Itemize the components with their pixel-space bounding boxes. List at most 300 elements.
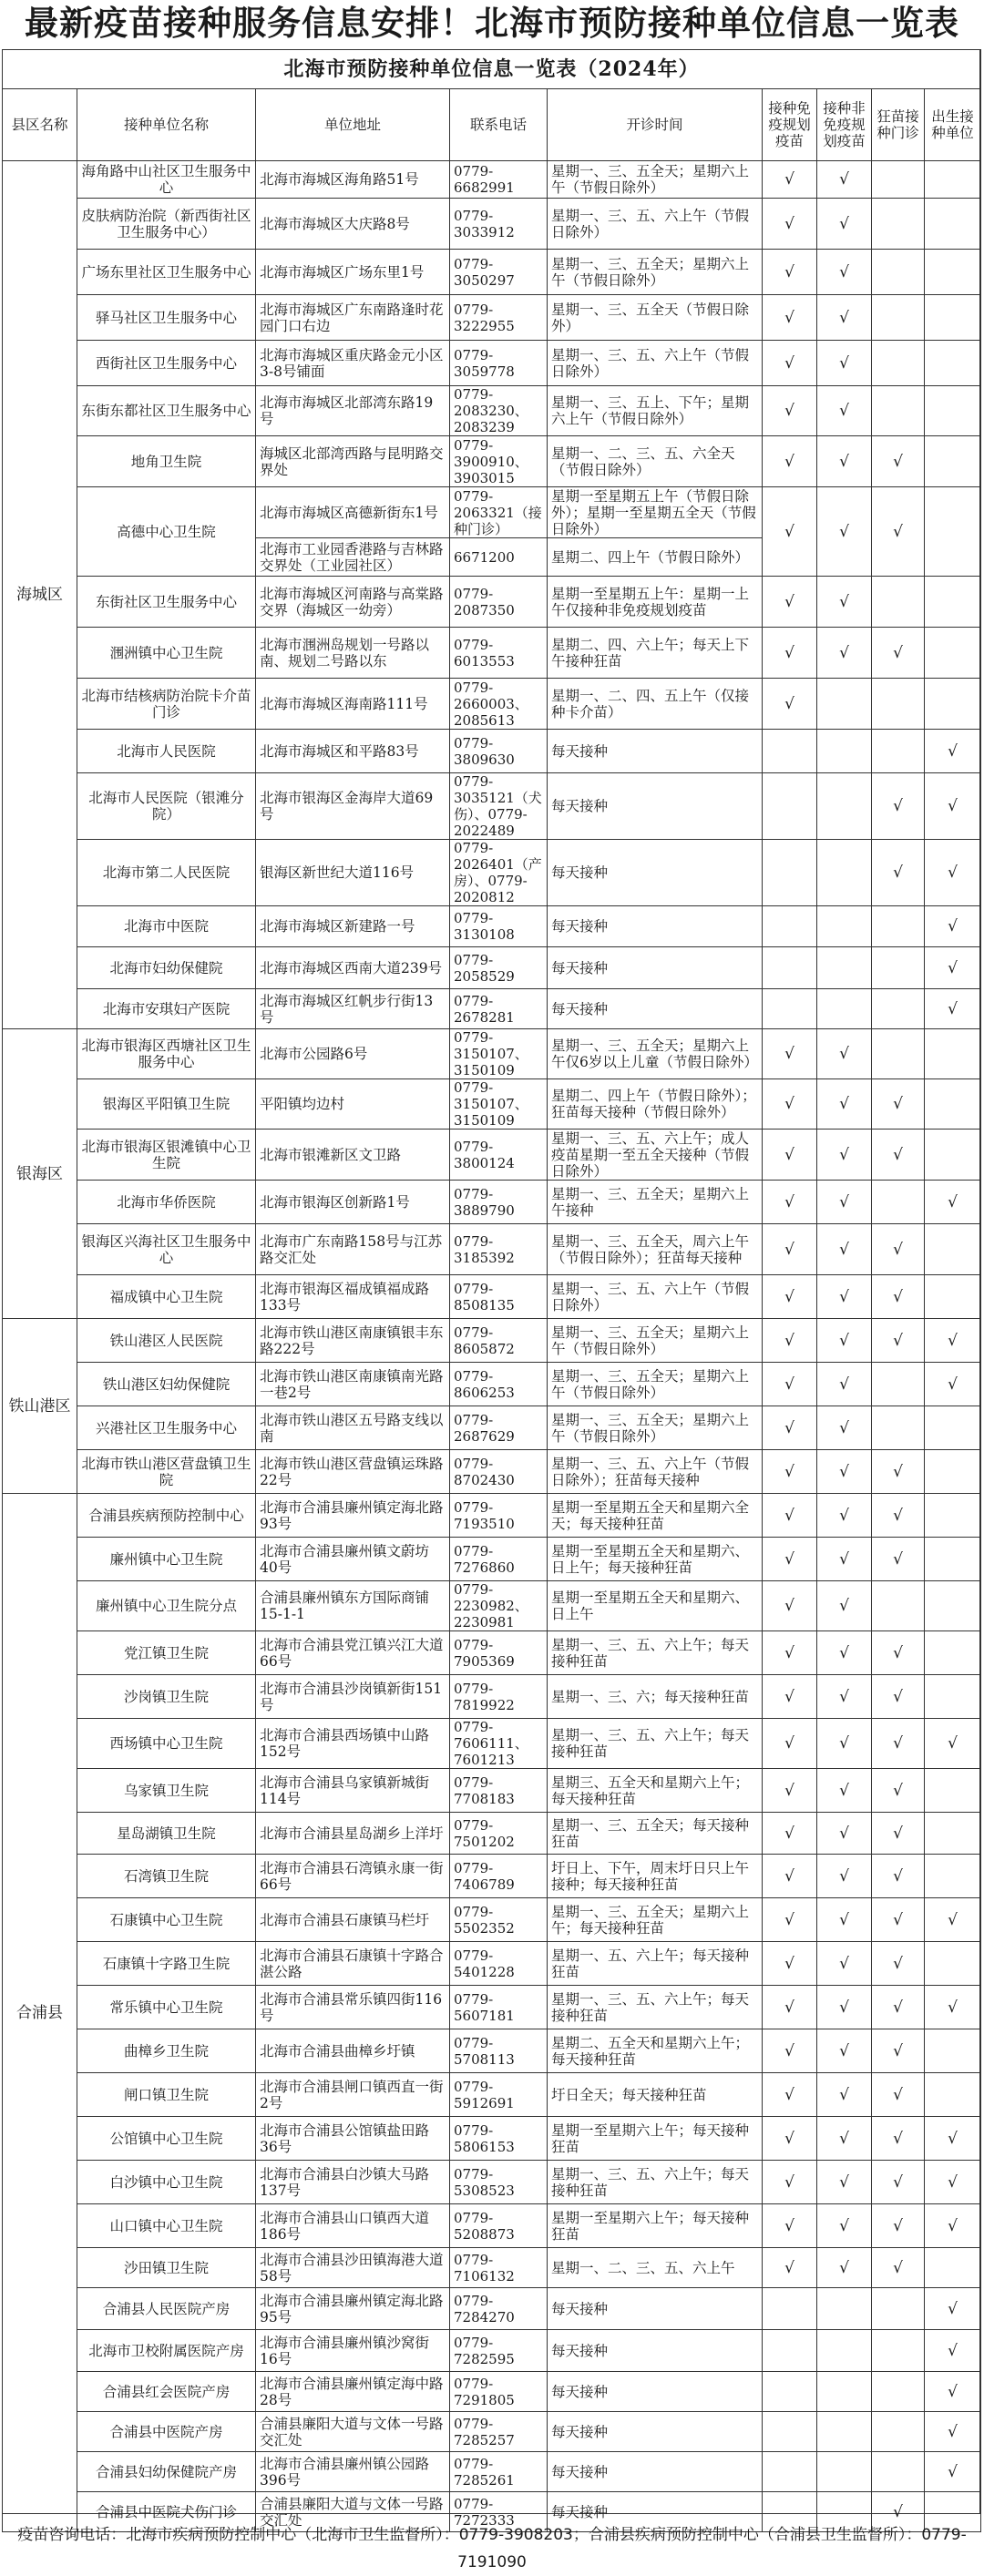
col-header-address: 单位地址 [256, 89, 450, 161]
hours-cell: 星期一、三、五全天（节假日除外） [548, 295, 763, 341]
table-row [3, 577, 981, 628]
col-header-hours: 开诊时间 [548, 89, 763, 161]
birth-unit-check: √ [925, 2412, 981, 2452]
address-cell: 北海市海城区河南路与高棠路交界（海城区一幼旁） [256, 577, 450, 628]
hours-cell: 星期一、二、三、五、六全天（节假日除外） [548, 436, 763, 487]
hours-cell: 星期二、四上午（节假日除外） [548, 538, 763, 577]
phone-cell: 0779-8605872 [450, 1319, 548, 1363]
table-header-row [3, 89, 981, 161]
phone-cell: 0779-5308523 [450, 2161, 548, 2204]
rabies-clinic-check: √ [872, 1079, 925, 1130]
phone-cell: 0779-3809630 [450, 730, 548, 773]
planned-vaccine-check: √ [763, 577, 817, 628]
hours-cell: 每天接种 [548, 989, 763, 1029]
unit-name-cell: 北海市第二人民医院 [77, 840, 256, 906]
planned-vaccine-check [763, 906, 817, 947]
unit-name-cell: 曲樟乡卫生院 [77, 2029, 256, 2073]
address-cell: 北海市合浦县公馆镇盐田路36号 [256, 2117, 450, 2161]
birth-unit-check [925, 1942, 981, 1986]
birth-unit-check: √ [925, 2372, 981, 2412]
rabies-clinic-check [872, 1363, 925, 1406]
birth-unit-check: √ [925, 2117, 981, 2161]
non-planned-vaccine-check [817, 906, 872, 947]
table-row [3, 1631, 981, 1675]
birth-unit-check [925, 341, 981, 386]
birth-unit-check [925, 1224, 981, 1275]
address-cell: 北海市合浦县廉州镇定海北路95号 [256, 2288, 450, 2330]
rabies-clinic-check: √ [872, 1450, 925, 1494]
hours-cell: 星期一、三、五全天；每天接种狂苗 [548, 1813, 763, 1855]
table-row [3, 1813, 981, 1855]
phone-cell: 0779-3800124 [450, 1130, 548, 1181]
address-cell: 银海区新世纪大道116号 [256, 840, 450, 906]
rabies-clinic-check: √ [872, 1855, 925, 1898]
planned-vaccine-check: √ [763, 1538, 817, 1581]
birth-unit-check [925, 2073, 981, 2117]
planned-vaccine-check [763, 2452, 817, 2492]
address-cell: 北海市海城区重庆路金元小区3-8号铺面 [256, 341, 450, 386]
planned-vaccine-check: √ [763, 436, 817, 487]
table-row [3, 1719, 981, 1769]
hours-cell: 星期一、三、五、六上午；每天接种狂苗 [548, 1719, 763, 1769]
non-planned-vaccine-check: √ [817, 1631, 872, 1675]
rabies-clinic-check [872, 2412, 925, 2452]
hours-cell: 每天接种 [548, 840, 763, 906]
table-row [3, 2117, 981, 2161]
non-planned-vaccine-check: √ [817, 2248, 872, 2288]
hours-cell: 每天接种 [548, 730, 763, 773]
non-planned-vaccine-check: √ [817, 341, 872, 386]
table-row [3, 947, 981, 989]
birth-unit-check: √ [925, 1986, 981, 2029]
unit-name-cell: 北海市银海区银滩镇中心卫生院 [77, 1130, 256, 1181]
address-cell: 北海市海城区北部湾东路19号 [256, 386, 450, 436]
unit-name-cell: 西街社区卫生服务中心 [77, 341, 256, 386]
hours-cell: 每天接种 [548, 2372, 763, 2412]
birth-unit-check [925, 161, 981, 199]
address-cell: 北海市铁山港区南康镇南光路一巷2号 [256, 1363, 450, 1406]
non-planned-vaccine-check: √ [817, 1769, 872, 1813]
hours-cell: 每天接种 [548, 2492, 763, 2532]
rabies-clinic-check: √ [872, 1538, 925, 1581]
unit-name-cell: 沙田镇卫生院 [77, 2248, 256, 2288]
unit-name-cell: 皮肤病防治院（新西街社区卫生服务中心） [77, 199, 256, 250]
rabies-clinic-check: √ [872, 1813, 925, 1855]
hours-cell: 星期一、三、五、六上午（节假日除外） [548, 199, 763, 250]
rabies-clinic-check: √ [872, 2161, 925, 2204]
phone-cell: 0779-2687629 [450, 1406, 548, 1450]
phone-cell: 0779-7276860 [450, 1538, 548, 1581]
non-planned-vaccine-check: √ [817, 1898, 872, 1942]
phone-cell: 0779-7291805 [450, 2372, 548, 2412]
rabies-clinic-check: √ [872, 487, 925, 577]
birth-unit-check [925, 1275, 981, 1319]
planned-vaccine-check [763, 773, 817, 840]
table-row [3, 1319, 981, 1363]
planned-vaccine-check: √ [763, 341, 817, 386]
birth-unit-check [925, 1494, 981, 1538]
non-planned-vaccine-check [817, 840, 872, 906]
address-cell: 北海市合浦县山口镇西大道186号 [256, 2204, 450, 2248]
phone-cell: 0779-5208873 [450, 2204, 548, 2248]
hours-cell: 星期一、三、五全天；星期六上午（节假日除外） [548, 1319, 763, 1363]
birth-unit-check [925, 1855, 981, 1898]
table-row [3, 2029, 981, 2073]
unit-name-cell: 山口镇中心卫生院 [77, 2204, 256, 2248]
address-cell: 北海市合浦县廉州镇公园路396号 [256, 2452, 450, 2492]
unit-name-cell: 合浦县疾病预防控制中心 [77, 1494, 256, 1538]
address-cell: 北海市银海区金海岸大道69号 [256, 773, 450, 840]
non-planned-vaccine-check: √ [817, 577, 872, 628]
table-row [3, 2073, 981, 2117]
table-row [3, 295, 981, 341]
col-header-district: 县区名称 [3, 89, 77, 161]
planned-vaccine-check: √ [763, 1224, 817, 1275]
address-cell: 北海市海城区西南大道239号 [256, 947, 450, 989]
rabies-clinic-check [872, 161, 925, 199]
hours-cell: 星期一至星期五全天和星期六全天；每天接种狂苗 [548, 1494, 763, 1538]
rabies-clinic-check: √ [872, 628, 925, 679]
planned-vaccine-check: √ [763, 1769, 817, 1813]
address-cell: 北海市合浦县星岛湖乡上洋圩 [256, 1813, 450, 1855]
phone-cell: 0779-7285261 [450, 2452, 548, 2492]
table-row [3, 1450, 981, 1494]
planned-vaccine-check: √ [763, 1631, 817, 1675]
birth-unit-check: √ [925, 2288, 981, 2330]
birth-unit-check [925, 1675, 981, 1719]
address-cell: 北海市海城区广东南路逢时花园门口右边 [256, 295, 450, 341]
planned-vaccine-check: √ [763, 1898, 817, 1942]
phone-cell: 0779-6013553 [450, 628, 548, 679]
district-cell: 海城区 [3, 161, 77, 1029]
non-planned-vaccine-check: √ [817, 1406, 872, 1450]
planned-vaccine-check: √ [763, 199, 817, 250]
unit-name-cell: 北海市银海区西塘社区卫生服务中心 [77, 1029, 256, 1079]
table-row [3, 1406, 981, 1450]
non-planned-vaccine-check: √ [817, 1319, 872, 1363]
unit-name-cell: 北海市铁山港区营盘镇卫生院 [77, 1450, 256, 1494]
planned-vaccine-check: √ [763, 1942, 817, 1986]
unit-name-cell: 北海市中医院 [77, 906, 256, 947]
phone-cell: 0779-5708113 [450, 2029, 548, 2073]
hours-cell: 星期一、三、五全天；星期六上午（节假日除外） [548, 1363, 763, 1406]
rabies-clinic-check [872, 250, 925, 295]
hours-cell: 星期一、三、五全天；星期六上午（节假日除外） [548, 250, 763, 295]
address-cell: 平阳镇均边村 [256, 1079, 450, 1130]
rabies-clinic-check [872, 199, 925, 250]
address-cell: 北海市合浦县白沙镇大马路137号 [256, 2161, 450, 2204]
phone-cell: 0779-2058529 [450, 947, 548, 989]
unit-name-cell: 北海市结核病防治院卡介苗门诊 [77, 679, 256, 730]
planned-vaccine-check: √ [763, 1986, 817, 2029]
phone-cell: 0779-3889790 [450, 1181, 548, 1224]
planned-vaccine-check: √ [763, 1581, 817, 1631]
phone-cell: 0779-8702430 [450, 1450, 548, 1494]
non-planned-vaccine-check: √ [817, 1942, 872, 1986]
planned-vaccine-check [763, 947, 817, 989]
unit-name-cell: 广场东里社区卫生服务中心 [77, 250, 256, 295]
planned-vaccine-check: √ [763, 295, 817, 341]
table-row [3, 840, 981, 906]
unit-name-cell: 乌家镇卫生院 [77, 1769, 256, 1813]
planned-vaccine-check: √ [763, 1494, 817, 1538]
hours-cell: 星期一、三、五、六上午；成人疫苗星期一至五全天接种（节假日除外） [548, 1130, 763, 1181]
phone-cell: 6671200 [450, 538, 548, 577]
phone-cell: 0779-6682991 [450, 161, 548, 199]
phone-cell: 0779-7285257 [450, 2412, 548, 2452]
unit-name-cell: 白沙镇中心卫生院 [77, 2161, 256, 2204]
phone-cell: 0779-3900910、3903015 [450, 436, 548, 487]
hours-cell: 星期二、五全天和星期六上午；每天接种狂苗 [548, 2029, 763, 2073]
birth-unit-check: √ [925, 773, 981, 840]
table-row [3, 2330, 981, 2372]
district-cell: 铁山港区 [3, 1319, 77, 1494]
rabies-clinic-check [872, 1581, 925, 1631]
planned-vaccine-check: √ [763, 2204, 817, 2248]
rabies-clinic-check: √ [872, 1224, 925, 1275]
birth-unit-check: √ [925, 2452, 981, 2492]
unit-name-cell: 银海区平阳镇卫生院 [77, 1079, 256, 1130]
rabies-clinic-check: √ [872, 2117, 925, 2161]
birth-unit-check: √ [925, 2161, 981, 2204]
address-cell: 北海市合浦县沙田镇海港大道58号 [256, 2248, 450, 2288]
address-cell: 北海市合浦县石康镇马栏圩 [256, 1898, 450, 1942]
phone-cell: 0779-3150107、3150109 [450, 1029, 548, 1079]
phone-cell: 0779-7708183 [450, 1769, 548, 1813]
planned-vaccine-check: √ [763, 1719, 817, 1769]
phone-cell: 0779-2678281 [450, 989, 548, 1029]
planned-vaccine-check: √ [763, 250, 817, 295]
unit-name-cell: 高德中心卫生院 [77, 487, 256, 577]
col-header-planned-vaccine: 接种免疫规划疫苗 [763, 89, 817, 161]
unit-name-cell: 北海市卫校附属医院产房 [77, 2330, 256, 2372]
unit-name-cell: 闸口镇卫生院 [77, 2073, 256, 2117]
non-planned-vaccine-check: √ [817, 1224, 872, 1275]
address-cell: 北海市海城区新建路一号 [256, 906, 450, 947]
non-planned-vaccine-check: √ [817, 436, 872, 487]
unit-name-cell: 合浦县红会医院产房 [77, 2372, 256, 2412]
non-planned-vaccine-check: √ [817, 2161, 872, 2204]
rabies-clinic-check [872, 577, 925, 628]
non-planned-vaccine-check: √ [817, 487, 872, 577]
rabies-clinic-check: √ [872, 436, 925, 487]
unit-name-cell: 合浦县中医院犬伤门诊 [77, 2492, 256, 2532]
phone-cell: 0779-7501202 [450, 1813, 548, 1855]
address-cell: 合浦县廉阳大道与文体一号路交汇处 [256, 2412, 450, 2452]
phone-cell: 0779-7284270 [450, 2288, 548, 2330]
birth-unit-check [925, 1130, 981, 1181]
birth-unit-check: √ [925, 1319, 981, 1363]
rabies-clinic-check: √ [872, 1675, 925, 1719]
phone-cell: 0779-3033912 [450, 199, 548, 250]
rabies-clinic-check: √ [872, 1986, 925, 2029]
unit-name-cell: 西场镇中心卫生院 [77, 1719, 256, 1769]
unit-name-cell: 驿马社区卫生服务中心 [77, 295, 256, 341]
unit-name-cell: 廉州镇中心卫生院 [77, 1538, 256, 1581]
non-planned-vaccine-check: √ [817, 628, 872, 679]
unit-name-cell: 石湾镇卫生院 [77, 1855, 256, 1898]
non-planned-vaccine-check: √ [817, 161, 872, 199]
hours-cell: 圩日上、下午，周末圩日只上午接种；每天接种狂苗 [548, 1855, 763, 1898]
table-row [3, 2452, 981, 2492]
table-row [3, 341, 981, 386]
planned-vaccine-check: √ [763, 2029, 817, 2073]
address-cell: 北海市合浦县曲樟乡圩镇 [256, 2029, 450, 2073]
rabies-clinic-check [872, 2452, 925, 2492]
address-cell: 北海市银滩新区文卫路 [256, 1130, 450, 1181]
address-cell: 北海市工业园香港路与吉林路交界处（工业园社区） [256, 538, 450, 577]
address-cell: 北海市合浦县党江镇兴江大道66号 [256, 1631, 450, 1675]
rabies-clinic-check: √ [872, 773, 925, 840]
address-cell: 北海市海城区广场东里1号 [256, 250, 450, 295]
address-cell: 北海市海城区红帆步行街13号 [256, 989, 450, 1029]
table-row [3, 1581, 981, 1631]
hours-cell: 星期一、三、五、六上午；每天接种狂苗 [548, 1631, 763, 1675]
hours-cell: 星期一至星期五全天和星期六、日上午 [548, 1581, 763, 1631]
phone-cell: 0779-3035121（犬伤）、0779-2022489 [450, 773, 548, 840]
rabies-clinic-check [872, 295, 925, 341]
planned-vaccine-check: √ [763, 1319, 817, 1363]
table-row [3, 2372, 981, 2412]
address-cell: 海城区北部湾西路与昆明路交界处 [256, 436, 450, 487]
phone-cell: 0779-5502352 [450, 1898, 548, 1942]
address-cell: 北海市合浦县廉州镇文蔚坊40号 [256, 1538, 450, 1581]
birth-unit-check [925, 1538, 981, 1581]
unit-name-cell: 廉州镇中心卫生院分点 [77, 1581, 256, 1631]
rabies-clinic-check: √ [872, 2204, 925, 2248]
non-planned-vaccine-check: √ [817, 295, 872, 341]
unit-name-cell: 沙岗镇卫生院 [77, 1675, 256, 1719]
table-row [3, 1538, 981, 1581]
rabies-clinic-check [872, 906, 925, 947]
unit-name-cell: 福成镇中心卫生院 [77, 1275, 256, 1319]
birth-unit-check [925, 436, 981, 487]
unit-name-cell: 常乐镇中心卫生院 [77, 1986, 256, 2029]
unit-name-cell: 星岛湖镇卫生院 [77, 1813, 256, 1855]
address-cell: 北海市海城区海角路51号 [256, 161, 450, 199]
hours-cell: 星期一、三、五全天；星期六上午（节假日除外） [548, 161, 763, 199]
unit-name-cell: 东街社区卫生服务中心 [77, 577, 256, 628]
rabies-clinic-check: √ [872, 2029, 925, 2073]
rabies-clinic-check: √ [872, 1494, 925, 1538]
birth-unit-check: √ [925, 1898, 981, 1942]
col-header-rabies-clinic: 狂苗接种门诊 [872, 89, 925, 161]
phone-cell: 0779-5607181 [450, 1986, 548, 2029]
table-title: 北海市预防接种单位信息一览表（2024年） [3, 50, 981, 89]
hours-cell: 圩日全天；每天接种狂苗 [548, 2073, 763, 2117]
rabies-clinic-check [872, 2288, 925, 2330]
planned-vaccine-check: √ [763, 1275, 817, 1319]
planned-vaccine-check [763, 2372, 817, 2412]
phone-cell: 0779-5912691 [450, 2073, 548, 2117]
hours-cell: 星期一、三、五全天；星期六上午接种 [548, 1181, 763, 1224]
table-row [3, 1224, 981, 1275]
birth-unit-check [925, 1029, 981, 1079]
unit-name-cell: 石康镇十字路卫生院 [77, 1942, 256, 1986]
address-cell: 北海市合浦县沙岗镇新街151号 [256, 1675, 450, 1719]
non-planned-vaccine-check: √ [817, 1181, 872, 1224]
phone-cell: 0779-7106132 [450, 2248, 548, 2288]
hours-cell: 星期一、三、五全天，周六上午（节假日除外）；狂苗每天接种 [548, 1224, 763, 1275]
rabies-clinic-check: √ [872, 1130, 925, 1181]
table-row [3, 161, 981, 199]
address-cell: 北海市合浦县廉州镇定海中路28号 [256, 2372, 450, 2412]
planned-vaccine-check: √ [763, 2073, 817, 2117]
hours-cell: 星期二、四上午（节假日除外）；狂苗每天接种（节假日除外） [548, 1079, 763, 1130]
address-cell: 北海市涠洲岛规划一号路以南、规划二号路以东 [256, 628, 450, 679]
address-cell: 北海市铁山港区五号路支线以南 [256, 1406, 450, 1450]
rabies-clinic-check: √ [872, 1719, 925, 1769]
rabies-clinic-check: √ [872, 1769, 925, 1813]
rabies-clinic-check: √ [872, 2248, 925, 2288]
hours-cell: 星期二、四、六上午；每天上下午接种狂苗 [548, 628, 763, 679]
footer-contact: 疫苗咨询电话：北海市疾病预防控制中心（北海市卫生监督所）：0779-3908203；合浦县疾病预防控制中心（合浦县卫生监督所）：0779-7191090 [17, 2526, 967, 2571]
rabies-clinic-check [872, 341, 925, 386]
phone-cell: 0779-7819922 [450, 1675, 548, 1719]
non-planned-vaccine-check: √ [817, 1079, 872, 1130]
hours-cell: 每天接种 [548, 773, 763, 840]
table-row [3, 250, 981, 295]
non-planned-vaccine-check [817, 2330, 872, 2372]
rabies-clinic-check [872, 386, 925, 436]
birth-unit-check [925, 577, 981, 628]
non-planned-vaccine-check: √ [817, 1855, 872, 1898]
rabies-clinic-check [872, 989, 925, 1029]
non-planned-vaccine-check: √ [817, 1450, 872, 1494]
phone-cell: 0779-5401228 [450, 1942, 548, 1986]
phone-cell: 0779-7272333 [450, 2492, 548, 2532]
table-row [3, 1130, 981, 1181]
unit-name-cell: 兴港社区卫生服务中心 [77, 1406, 256, 1450]
rabies-clinic-check [872, 1029, 925, 1079]
unit-name-cell: 地角卫生院 [77, 436, 256, 487]
planned-vaccine-check: √ [763, 2248, 817, 2288]
table-row [3, 773, 981, 840]
hours-cell: 星期一、五、六上午；每天接种狂苗 [548, 1942, 763, 1986]
birth-unit-check [925, 1769, 981, 1813]
planned-vaccine-check: √ [763, 1029, 817, 1079]
non-planned-vaccine-check: √ [817, 1363, 872, 1406]
birth-unit-check: √ [925, 2204, 981, 2248]
planned-vaccine-check [763, 989, 817, 1029]
birth-unit-check: √ [925, 1719, 981, 1769]
hours-cell: 星期一、三、五、六上午（节假日除外）；狂苗每天接种 [548, 1450, 763, 1494]
planned-vaccine-check: √ [763, 2117, 817, 2161]
unit-name-cell: 银海区兴海社区卫生服务中心 [77, 1224, 256, 1275]
planned-vaccine-check [763, 2288, 817, 2330]
address-cell: 北海市合浦县石湾镇永康一街66号 [256, 1855, 450, 1898]
unit-name-cell: 党江镇卫生院 [77, 1631, 256, 1675]
unit-name-cell: 北海市安琪妇产医院 [77, 989, 256, 1029]
unit-name-cell: 北海市人民医院 [77, 730, 256, 773]
hours-cell: 星期三、五全天和星期六上午；每天接种狂苗 [548, 1769, 763, 1813]
non-planned-vaccine-check [817, 773, 872, 840]
phone-cell: 0779-3130108 [450, 906, 548, 947]
hours-cell: 星期一、三、五全天；星期六上午仅6岁以上儿童（节假日除外） [548, 1029, 763, 1079]
table-row [3, 2248, 981, 2288]
non-planned-vaccine-check: √ [817, 1986, 872, 2029]
birth-unit-check [925, 1079, 981, 1130]
planned-vaccine-check: √ [763, 679, 817, 730]
district-cell: 银海区 [3, 1029, 77, 1319]
address-cell: 北海市合浦县西场镇中山路152号 [256, 1719, 450, 1769]
rabies-clinic-check: √ [872, 1275, 925, 1319]
rabies-clinic-check [872, 679, 925, 730]
phone-cell: 0779-7406789 [450, 1855, 548, 1898]
planned-vaccine-check: √ [763, 1406, 817, 1450]
address-cell: 北海市合浦县石康镇十字路合湛公路 [256, 1942, 450, 1986]
address-cell: 北海市海城区高德新街东1号 [256, 487, 450, 538]
